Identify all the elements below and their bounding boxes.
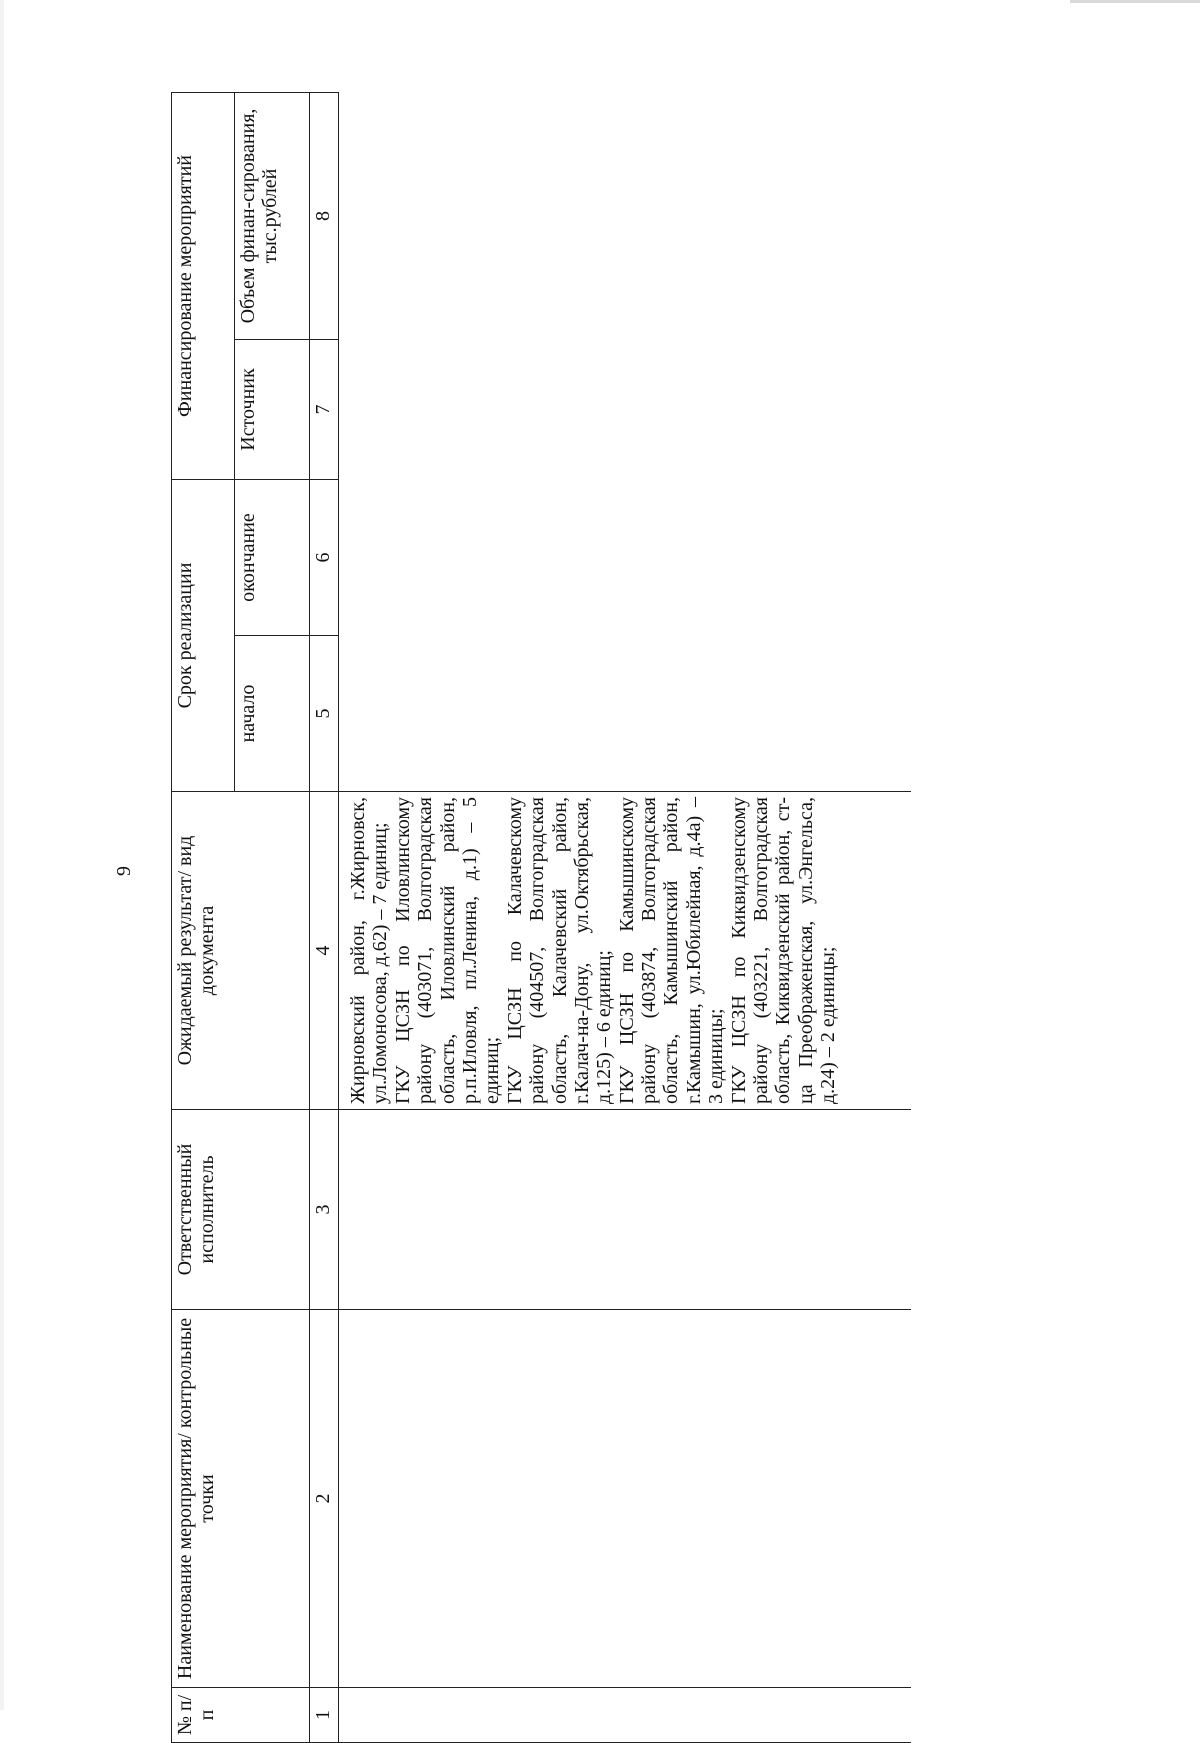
header-end: окончание <box>235 480 310 636</box>
result-line: ГКУ ЦСЗН по Киквидзенскому району (403221, Волгоградская область, Киквидзенский район, ст-ца Преображенская, ул.Энгельса, д.24) – 2 единицы; <box>727 797 840 1104</box>
cell-empty <box>339 480 912 636</box>
cell-responsible <box>339 1110 912 1310</box>
header-responsible: Ответственный исполнитель <box>172 1110 310 1310</box>
header-amount: Объем финан-сирования, тыс.рублей <box>235 93 310 340</box>
column-number-row <box>310 93 339 1743</box>
scan-edge-top <box>1070 0 1200 3</box>
cell-empty <box>339 93 912 340</box>
cell-empty <box>339 340 912 480</box>
header-expected-result: Ожидаемый результат/ вид документа <box>172 792 310 1110</box>
result-line: ГКУ ЦСЗН по Иловлинскому району (403071, Волгоградская область, Иловлинский район, р.п.Иловля, пл.Ленина, д.1) – 5 единиц; <box>391 797 504 1104</box>
header-financing-group: Финансирование мероприятий <box>172 93 235 480</box>
column-number: 4 <box>310 792 339 1110</box>
column-number: 3 <box>310 1110 339 1310</box>
header-row-1 <box>172 93 235 1743</box>
cell-expected-result <box>339 792 912 1110</box>
rotated-table-wrapper <box>171 93 911 1743</box>
column-number: 6 <box>310 480 339 636</box>
header-measure-name: Наименование мероприятия/ контрольные точки <box>172 1310 310 1688</box>
scan-edge-left <box>0 0 4 1710</box>
header-term-group: Срок реализации <box>172 480 235 792</box>
header-source: Источник <box>235 340 310 480</box>
column-number: 5 <box>310 636 339 792</box>
column-number: 2 <box>310 1310 339 1688</box>
measures-table <box>171 92 911 1743</box>
header-num: № п/п <box>172 1688 310 1743</box>
column-number: 8 <box>310 93 339 340</box>
result-line: ГКУ ЦСЗН по Камышинскому району (403874, Волгоградская область, Камышинский район, г.Камышин, ул.Юбилейная, д.4а) – 3 единицы; <box>615 797 728 1104</box>
result-line: Жирновский район, г.Жирновск, ул.Ломоносова, д.62) – 7 единиц; <box>347 797 392 1104</box>
column-number: 7 <box>310 340 339 480</box>
page-number: 9 <box>112 866 135 876</box>
cell-measure-name <box>339 1310 912 1688</box>
table-row <box>339 93 912 1743</box>
result-line: ГКУ ЦСЗН по Калачевскому району (404507, Волгоградская область, Калачевский район, г.Калач-на-Дону, ул.Октябрьская, д.125) – 6 единиц; <box>503 797 616 1104</box>
column-number: 1 <box>310 1688 339 1743</box>
cell-empty <box>339 636 912 792</box>
cell-num <box>339 1688 912 1743</box>
header-start: начало <box>235 636 310 792</box>
